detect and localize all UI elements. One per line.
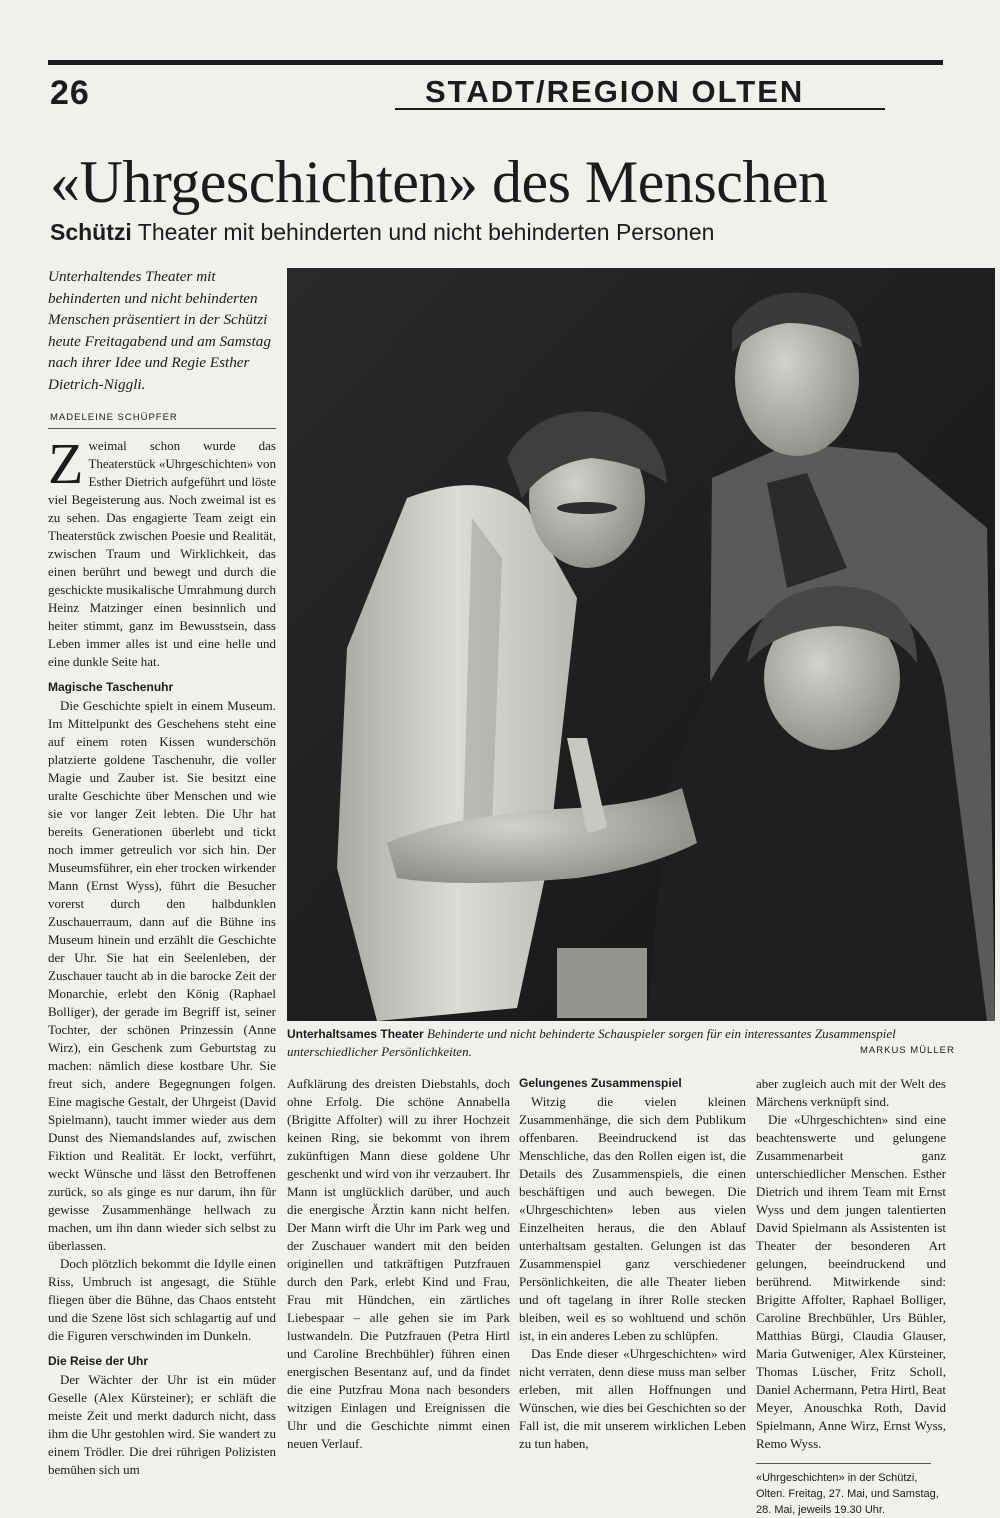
caption-text: Behinderte und nicht behinderte Schauspieler sorgen für ein interessantes Zusammenspiel unterschiedlicher Persönlichkeiten. [287, 1026, 896, 1059]
headline: «Uhrgeschichten» des Menschen [50, 149, 828, 215]
article-column-1 [48, 431, 276, 1479]
body-paragraph: Witzig die vielen kleinen Zusammenhänge, die sich dem Publikum offenbaren. Beeindruckend ist das Menschliche, das den Rollen eigen ist, die Details des Zusammenspiels, die einen beschäftigen und auch bewegen. Die «Uhrgeschichten» leben aus vielen Einzelheiten heraus, die den Ablauf unterhaltsam gestalten. Gelungen ist das Zusammenspiel ganz verschiedener Persönlichkeiten, die alle Theater lieben und oft tagelang in ihrer Rolle stecken bleiben, weil es so wohltuend und schön ist, in ein anderes Leben zu schlüpfen. [519, 1094, 746, 1343]
lead-paragraph: Unterhaltendes Theater mit behinderten und nicht behinderten Menschen präsentiert in der Schützi heute Freitagabend und am Samstag nach ihrer Idee und Regie Esther Dietrich-Niggli. [48, 268, 271, 393]
body-paragraph: Die Geschichte spielt in einem Museum. Im Mittelpunkt des Geschehens steht eine auf einem roten Kissen wunderschön platzierte goldene Taschenuhr, die voller Magie und Zauber ist. Sie besitzt eine uralte Geschichte über Menschen und wie sie vor langer Zeit lebten. Die Uhr hat bereits Generationen überlebt und tickt noch immer getreulich vor sich hin. Der Museumsführer, ein eher trocken wirkender Mann (Ernst Wyss), führt die Besucher vorerst durch den halbdunklen Zuschauerraum, dann auf die Bühne ins Museum hinein und erzählt die Geschichte der Uhr. Sie hat ein Seelenleben, der Zuschauer taucht ab in die barocke Zeit der Monarchie, erlebt den König (Raphael Bolliger), der gerade im Begriff ist, seiner Tochter, der schönen Prinzessin (Anne Wirz), ein Geschenk zum Geburtstag zu machen: nämlich diese kostbare Uhr. Sie freut sich, andere Begegnungen folgen. Eine magische Gestalt, der Uhrgeist (David Spielmann), taucht immer wieder aus dem Dunst des Niemandslandes auf, zwischen Fiktion und Realität. Er lockt, verführt, weckt Wünsche und lässt den Betroffenen zurück, so als ginge es nur darum, ihn für gewisse Zusammenhänge hellwach zu machen, um ihn dann wieder sich selbst zu überlassen. [48, 698, 276, 1253]
body-paragraph: Aufklärung des dreisten Diebstahls, doch ohne Erfolg. Die schöne Annabella (Brigitte Affolter) will zu ihrer Hochzeit keinen Ring, sie bekommt von ihrem zukünftigen Mann diese goldene Uhr geschenkt und wird von ihr verzaubert. Ihr Mann ist unglücklich darüber, und auch die energische Ärztin kann nicht helfen. Der Mann wirft die Uhr im Park weg und der Zuschauer wandert mit den beiden originellen und tatkräftigen Putzfrauen durch den Park, erlebt Kind und Frau, Frau mit Hündchen, ein zärtliches Liebespaar – alle gehen sie im Park lustwandeln. Die Putzfrauen (Petra Hirtl und Caroline Brechbühler) führen einen energischen Besentanz auf, und da findet die eine Putzfrau Mona nach besonders witzigen Einlagen und Ereignissen die Uhr und die Geschichte nimmt einen neuen Verlauf. [287, 1076, 510, 1451]
subhead-text: Theater mit behinderten und nicht behinderten Personen [137, 219, 715, 245]
intro-paragraph [48, 431, 276, 671]
body-paragraph: Das Ende dieser «Uhrgeschichten» wird nicht verraten, denn diese muss man selber erleben, mit allen Hoffnungen und Wünschen, wie dies bei Geschichten so der Fall ist, die mit unserem wirklichen Leben zu tun haben, [519, 1346, 746, 1451]
page-number: 26 [50, 74, 90, 112]
intro-text: weimal schon wurde das Theaterstück «Uhrgeschichten» von Esther Dietrich aufgeführt und löste viel Begeisterung aus. Noch zweimal ist es zu sehen. Das engagierte Team zeigt ein Theaterstück zwischen Poesie und Realität, zwischen Traum und Wirklichkeit, das einen berührt und bewegt und durch die geschickte musikalische Umrahmung durch Heinz Matzinger einen besinnlich und heiter stimmt, ganz im Bewusstsein, dass Leben immer alles ist und eine helle und eine dunkle Seite hat. [48, 438, 276, 669]
article-column-4 [756, 1075, 946, 1518]
caption-lead: Unterhaltsames Theater [287, 1027, 424, 1041]
body-paragraph: Doch plötzlich bekommt die Idylle einen Riss, Umbruch ist angesagt, die Stühle fliegen über die Bühne, das Chaos entsteht und die Szene löst sich schlagartig auf und die Figuren verschwinden im Dunkeln. [48, 1256, 276, 1343]
subheading-zusammenspiel: Gelungenes Zusammenspiel [519, 1076, 682, 1090]
author-byline: MADELEINE SCHÜPFER [50, 412, 178, 423]
byline-rule [48, 428, 276, 429]
body-paragraph: Der Wächter der Uhr ist ein müder Geselle (Alex Kürsteiner); er schläft die meiste Zeit und merkt dadurch nicht, dass ihm die Uhr gestohlen wird. Sie wandert zu einem Trödler. Die drei rührigen Polizisten bemühen sich um [48, 1372, 276, 1477]
subheading-magische-taschenuhr: Magische Taschenuhr [48, 680, 174, 694]
section-title: STADT/REGION OLTEN [395, 76, 885, 110]
theater-scene-photo [287, 268, 995, 1021]
drop-cap: Z [48, 431, 84, 496]
body-paragraph: Die «Uhrgeschichten» sind eine beachtenswerte und gelungene Zusammenarbeit ganz unterschiedlicher Menschen. Esther Dietrich und ihrem Team mit Ernst Wyss und dem jungen talentierten David Spielmann als Assistenten ist Theater der besonderen Art gelungen, beeindruckend und berührend. Mitwirkende sind: Brigitte Affolter, Raphael Bolliger, Caroline Brechbühler, Urs Bühler, Matthias Bürgi, Claudia Glauser, Maria Gutweniger, Alex Kürsteiner, Thomas Lüscher, Fritz Scholl, Daniel Achermann, Petra Hirtl, Beat Meyer, Anouschka Roth, David Spielmann, Anne Wirz, Ernst Wyss, Remo Wyss. [756, 1112, 946, 1451]
info-rule [756, 1463, 931, 1464]
subheadline [50, 217, 714, 247]
subheading-reise-der-uhr: Die Reise der Uhr [48, 1354, 149, 1368]
photo-credit: MARKUS MÜLLER [860, 1045, 955, 1056]
article-column-3 [519, 1075, 746, 1453]
top-rule [48, 60, 943, 65]
event-info: «Uhrgeschichten» in der Schützi, Olten. Freitag, 27. Mai, und Samstag, 28. Mai, jeweils 19.30 Uhr. [756, 1472, 939, 1516]
article-photo [287, 268, 995, 1021]
body-paragraph: aber zugleich auch mit der Welt des Märchens verknüpft sind. [756, 1076, 946, 1109]
kicker: Schützi [50, 219, 132, 245]
article-column-2 [287, 1075, 510, 1453]
photo-caption [287, 1025, 947, 1060]
